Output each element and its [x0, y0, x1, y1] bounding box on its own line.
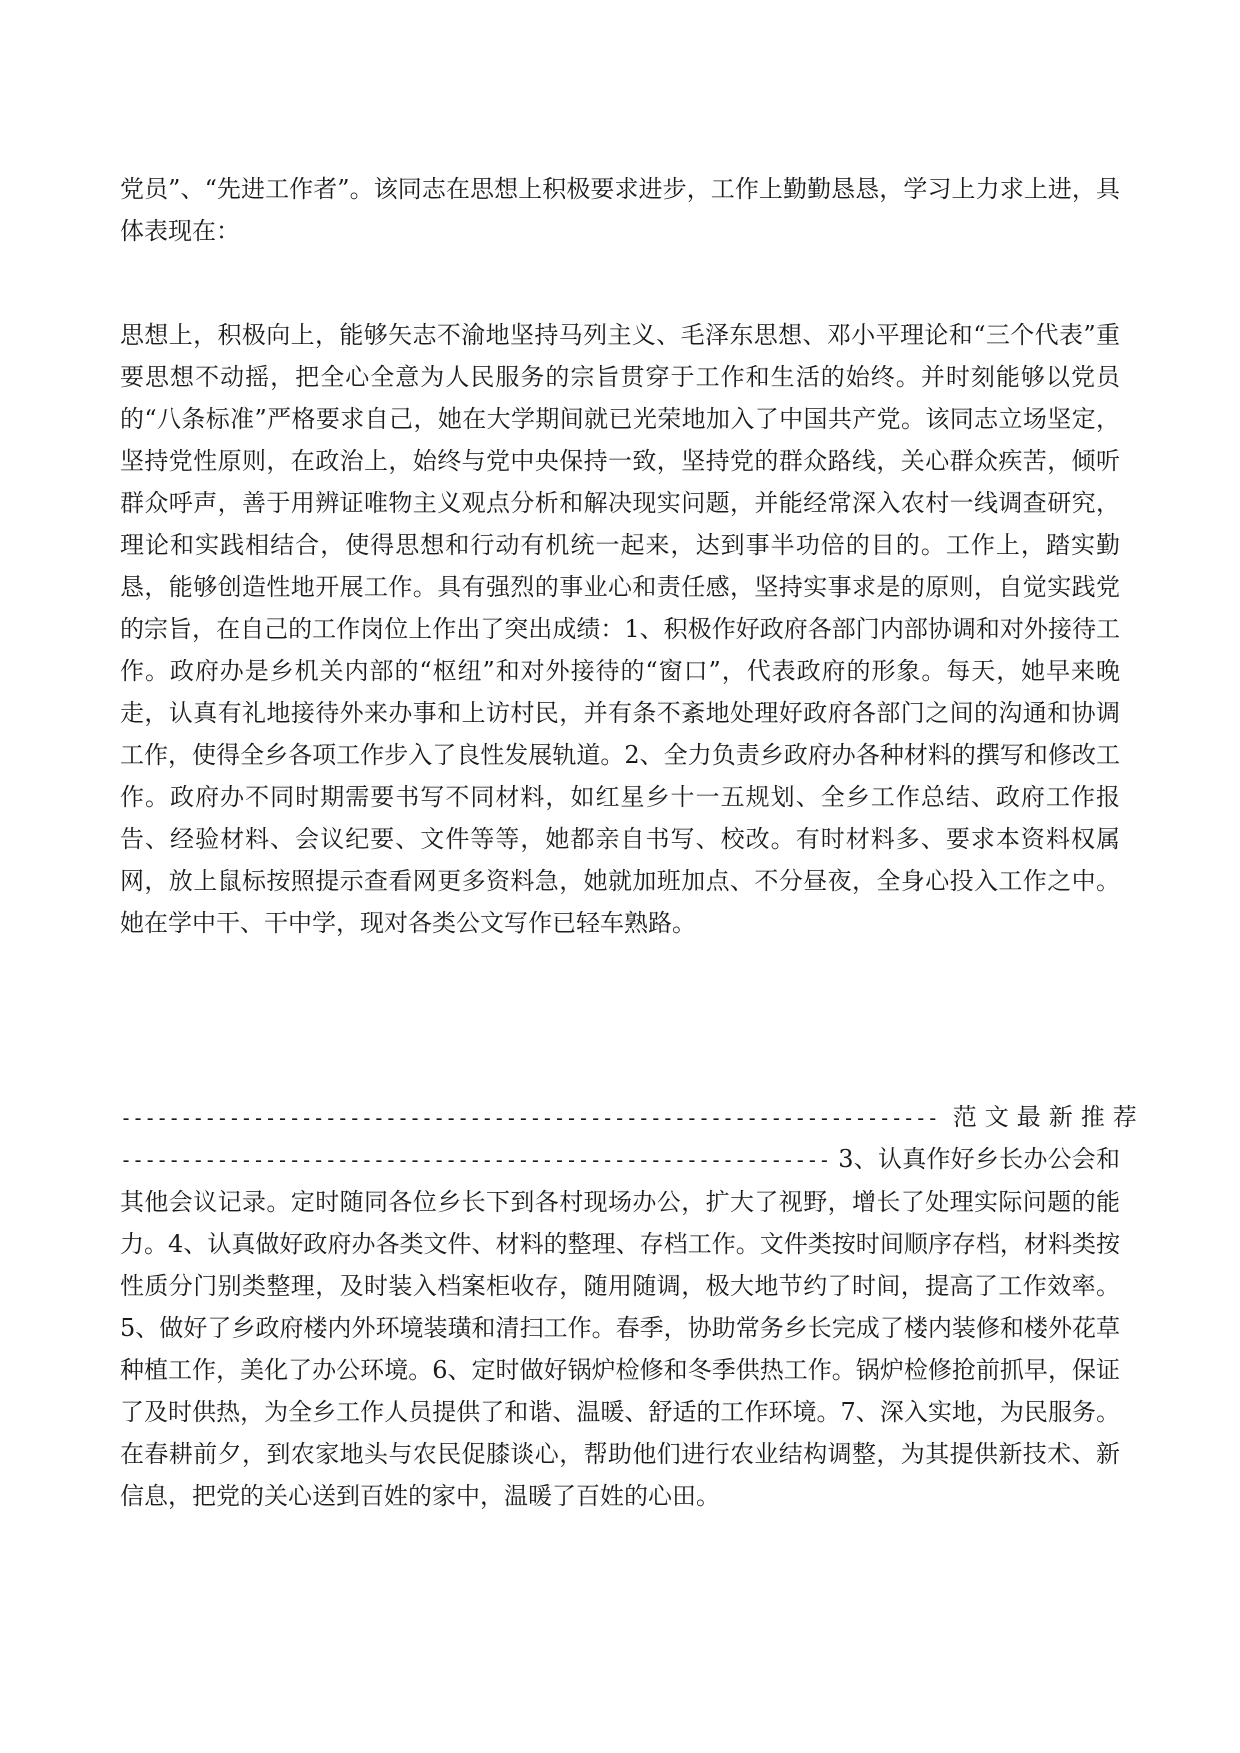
separator-dashes-top: -------------------------------------------------------------------- [120, 1106, 939, 1130]
paragraph-work [120, 1138, 1120, 1517]
paragraph-work-text: 3、认真作好乡长办公会和其他会议记录。定时随同各位乡长下到各村现场办公，扩大了视野，增长了处理实际问题的能力。4、认真做好政府办各类文件、材料的整理、存档工作。文件类按时间顺序存档，材料类按性质分门别类整理，及时装入档案柜收存，随用随调，极大地节约了时间，提高了工作效率。5、做好了乡政府楼内外环境装璜和清扫工作。春季，协助常务乡长完成了楼内装修和楼外花草种植工作，美化了办公环境。6、定时做好锅炉检修和冬季供热工作。锅炉检修抢前抓早，保证了及时供热，为全乡工作人员提供了和谐、温暖、舒适的工作环境。7、深入实地，为民服务。在春耕前夕，到农家地头与农民促膝谈心，帮助他们进行农业结构调整，为其提供新技术、新信息，把党的关心送到百姓的家中，温暖了百姓的心田。 [120, 1145, 1120, 1510]
paragraph-intro: 党员”、“先进工作者”。该同志在思想上积极要求进步，工作上勤勤恳恳，学习上力求上进，具体表现在： [120, 175, 1120, 245]
separator-title: 范文最新推荐 [952, 1103, 1145, 1131]
paragraph-thought: 思想上，积极向上，能够矢志不渝地坚持马列主义、毛泽东思想、邓小平理论和“三个代表”重要思想不动摇，把全心全意为人民服务的宗旨贯穿于工作和生活的始终。并时刻能够以党员的“八条标准”严格要求自己，她在大学期间就已光荣地加入了中国共产党。该同志立场坚定，坚持党性原则，在政治上，始终与党中央保持一致，坚持党的群众路线，关心群众疾苦，倾听群众呼声，善于用辨证唯物主义观点分析和解决现实问题，并能经常深入农村一线调查研究，理论和实践相结合，使得思想和行动有机统一起来，达到事半功倍的目的。工作上，踏实勤恳，能够创造性地开展工作。具有强烈的事业心和责任感，坚持实事求是的原则，自觉实践党的宗旨，在自己的工作岗位上作出了突出成绩：1、积极作好政府各部门内部协调和对外接待工作。政府办是乡机关内部的“枢纽”和对外接待的“窗口”，代表政府的形象。每天，她早来晚走，认真有礼地接待外来办事和上访村民，并有条不紊地处理好政府各部门之间的沟通和协调工作，使得全乡各项工作步入了良性发展轨道。2、全力负责乡政府办各种材料的撰写和修改工作。政府办不同时期需要书写不同材料，如红星乡十一五规划、全乡工作总结、政府工作报告、经验材料、会议纪要、文件等等，她都亲自书写、校改。有时材料多、要求本资料权属网，放上鼠标按照提示查看网更多资料急，她就加班加点、不分昼夜，全身心投入工作之中。她在学中干、干中学，现对各类公文写作已轻车熟路。 [120, 321, 1120, 937]
separator-dashes-bottom: ----------------------------------------------------------- [120, 1148, 831, 1172]
recommend-separator [120, 1096, 1145, 1138]
